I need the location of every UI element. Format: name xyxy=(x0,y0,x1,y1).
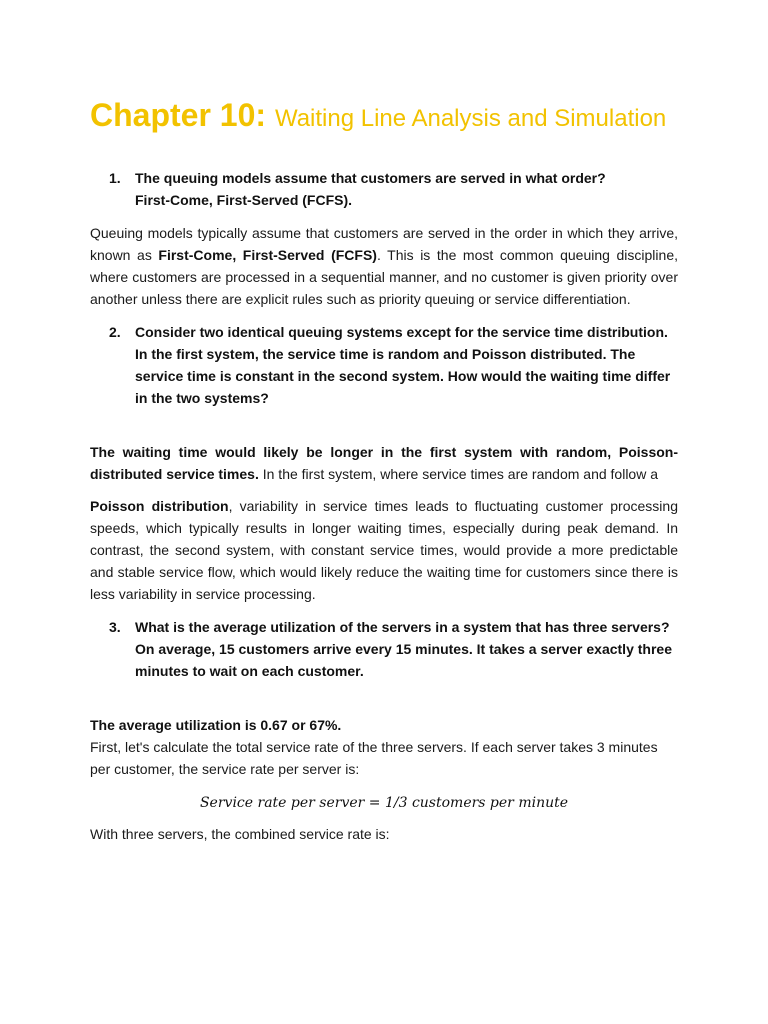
chapter-title xyxy=(90,93,678,141)
question-1 xyxy=(90,167,678,211)
answer-short: First-Come, First-Served (FCFS). xyxy=(135,192,353,208)
answer-paragraph-2: The waiting time would likely be longer in the first system with random, Poisson-distributed service times. In the first system, where service times are random and follow a xyxy=(90,444,678,482)
poisson-term: Poisson distribution xyxy=(90,498,229,514)
fcfs-term: First-Come, First-Served (FCFS) xyxy=(158,247,377,263)
question-number: 1. xyxy=(109,170,121,186)
document-body xyxy=(90,93,678,845)
question-number: 2. xyxy=(109,324,121,340)
chapter-subtitle: Waiting Line Analysis and Simulation xyxy=(274,105,667,132)
explanation-paragraph-3: First, let's calculate the total service rate of the three servers. If each server takes 3 minutes per customer, the service rate per server is: xyxy=(90,739,658,777)
question-number: 3. xyxy=(109,619,121,635)
service-rate-equation: Service rate per server = 1/3 customers per minute xyxy=(199,795,569,811)
answer-bold: The waiting time would likely be longer in the first system with random, Poisson-distributed service times. xyxy=(90,444,678,482)
answer-bold: The average utilization is 0.67 or 67%. xyxy=(90,717,342,733)
explanation-paragraph-2: Poisson distribution, variability in service times leads to fluctuating customer processing speeds, which typically results in longer waiting times, especially during peak demand. In contrast, the second system, with constant service times, would provide a more predictable and stable service flow, which would likely reduce the waiting time for customers since there is less variability in service processing. xyxy=(90,498,678,602)
explanation-paragraph-1: Queuing models typically assume that customers are served in the order in which they arrive, known as First-Come, First-Served (FCFS). This is the most common queuing discipline, where customers are processed in a sequential manner, and no customer is given priority over another unless there are explicit rules such as priority queuing or service differentiation. xyxy=(90,225,678,307)
chapter-label: Chapter 10: xyxy=(90,97,267,133)
question-text: Consider two identical queuing systems except for the service time distribution. In the first system, the service time is random and Poisson distributed. The service time is constant in the second system. How would the waiting time differ in the two systems? xyxy=(135,324,671,406)
combined-rate-intro: With three servers, the combined service rate is: xyxy=(90,826,390,842)
answer-paragraph-3 xyxy=(90,714,678,736)
question-2 xyxy=(90,321,678,409)
question-text: What is the average utilization of the servers in a system that has three servers? On average, 15 customers arrive every 15 minutes. It takes a server exactly three minutes to wait on each customer. xyxy=(135,619,672,679)
question-text: The queuing models assume that customers are served in what order? xyxy=(135,170,606,186)
question-3 xyxy=(90,616,678,682)
